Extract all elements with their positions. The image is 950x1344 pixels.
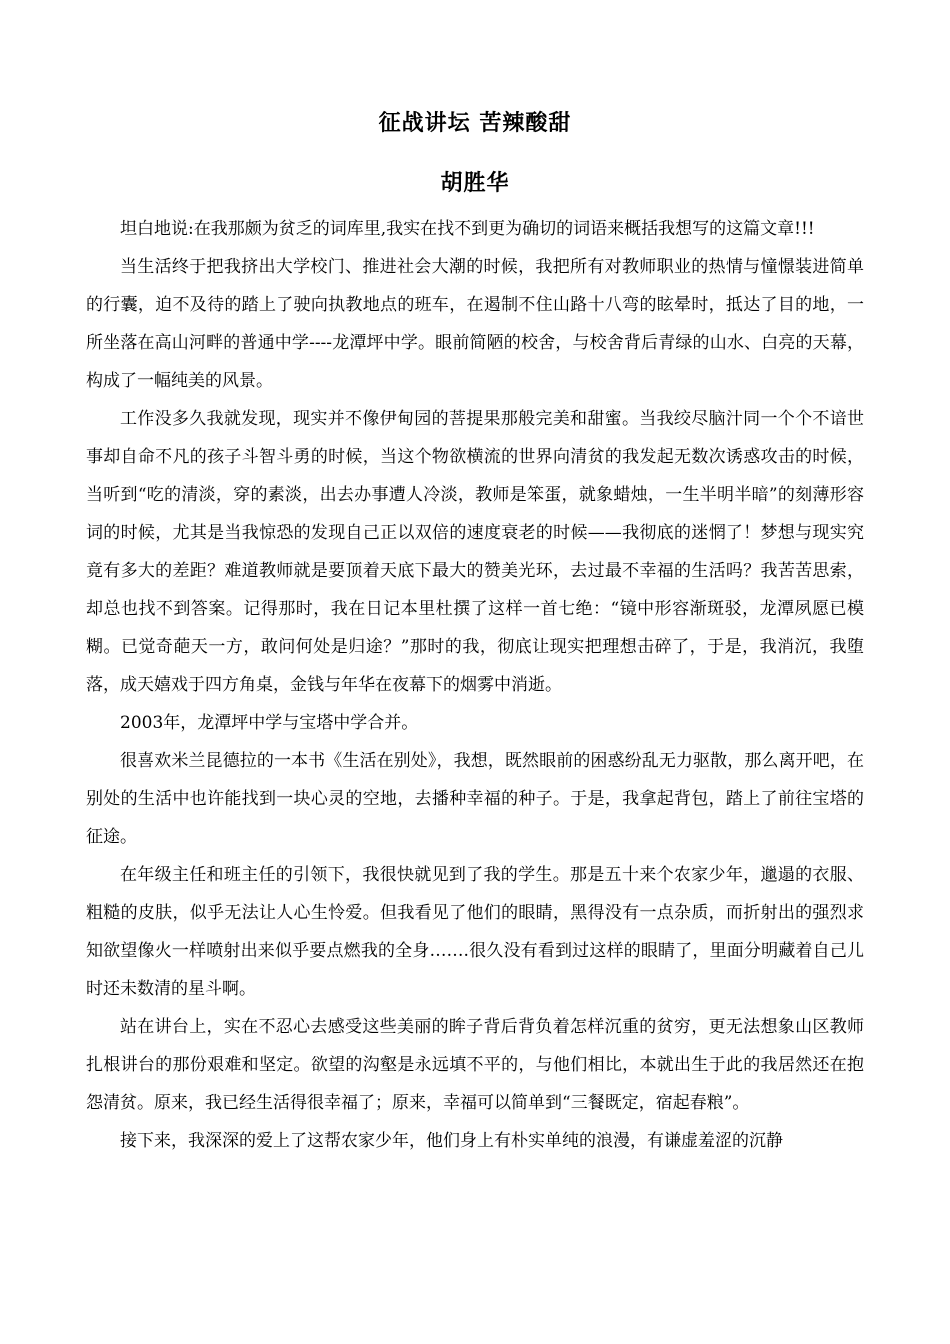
paragraph: 工作没多久我就发现，现实并不像伊甸园的菩提果那般完美和甜蜜。当我绞尽脑汁同一个个不谙世事却自命不凡的孩子斗智斗勇的时候，当这个物欲横流的世界向清贫的我发起无数次诱惑攻击的时候，当听到“吃的清淡，穿的素淡，出去办事遭人冷淡，教师是笨蛋，就象蜡烛，一生半明半暗”的刻薄形容词的时候，尤其是当我惊恐的发现自己正以双倍的速度衰老的时候——我彻底的迷惘了！梦想与现实究竟有多大的差距？难道教师就是要顶着天底下最大的赞美光环，去过最不幸福的生活吗？我苦苦思索，却总也找不到答案。记得那时，我在日记本里杜撰了这样一首七绝：“镜中形容渐斑驳，龙潭夙愿已模糊。已觉奇葩天一方，敢问何处是归途？”那时的我，彻底让现实把理想击碎了，于是，我消沉，我堕落，成天嬉戏于四方角桌，金钱与年华在夜幕下的烟雾中消逝。	[86, 409, 864, 695]
paragraph: 很喜欢米兰昆德拉的一本书《生活在别处》，我想，既然眼前的困惑纷乱无力驱散，那么离开吧，在别处的生活中也许能找到一块心灵的空地，去播种幸福的种子。于是，我拿起背包，踏上了前往宝塔的征途。	[86, 751, 864, 847]
paragraph: 接下来，我深深的爱上了这帮农家少年，他们身上有朴实单纯的浪漫，有谦虚羞涩的沉静	[120, 1131, 783, 1151]
document-title: 征战讲坛 苦辣酸甜	[378, 110, 572, 136]
paragraph: 2003年，龙潭坪中学与宝塔中学合并。	[120, 713, 419, 733]
paragraph: 站在讲台上，实在不忍心去感受这些美丽的眸子背后背负着怎样沉重的贫穷，更无法想象山区教师扎根讲台的那份艰难和坚定。欲望的沟壑是永远填不平的，与他们相比，本就出生于此的我居然还在抱怨清贫。原来，我已经生活得很幸福了；原来，幸福可以简单到“三餐既定，宿起春粮”。	[86, 1017, 864, 1113]
paragraph: 在年级主任和班主任的引领下，我很快就见到了我的学生。那是五十来个农家少年，邋遢的衣服、粗糙的皮肤，似乎无法让人心生怜爱。但我看见了他们的眼睛，黑得没有一点杂质，而折射出的强烈求知欲望像火一样喷射出来似乎要点燃我的全身…….很久没有看到过这样的眼睛了，里面分明藏着自己儿时还未数清的星斗啊。	[86, 865, 864, 999]
author-name: 胡胜华	[440, 170, 510, 196]
paragraph: 当生活终于把我挤出大学校门、推进社会大潮的时候，我把所有对教师职业的热情与憧憬装进简单的行囊，迫不及待的踏上了驶向执教地点的班车，在遏制不住山路十八弯的眩晕时，抵达了目的地，一所坐落在高山河畔的普通中学----龙潭坪中学。眼前简陋的校舍，与校舍背后青绿的山水、白亮的天幕，构成了一幅纯美的风景。	[86, 257, 864, 391]
document-body	[86, 210, 864, 1160]
document-page	[86, 96, 864, 1160]
paragraph: 坦白地说:在我那颇为贫乏的词库里,我实在找不到更为确切的词语来概括我想写的这篇文章!!!	[120, 219, 815, 239]
